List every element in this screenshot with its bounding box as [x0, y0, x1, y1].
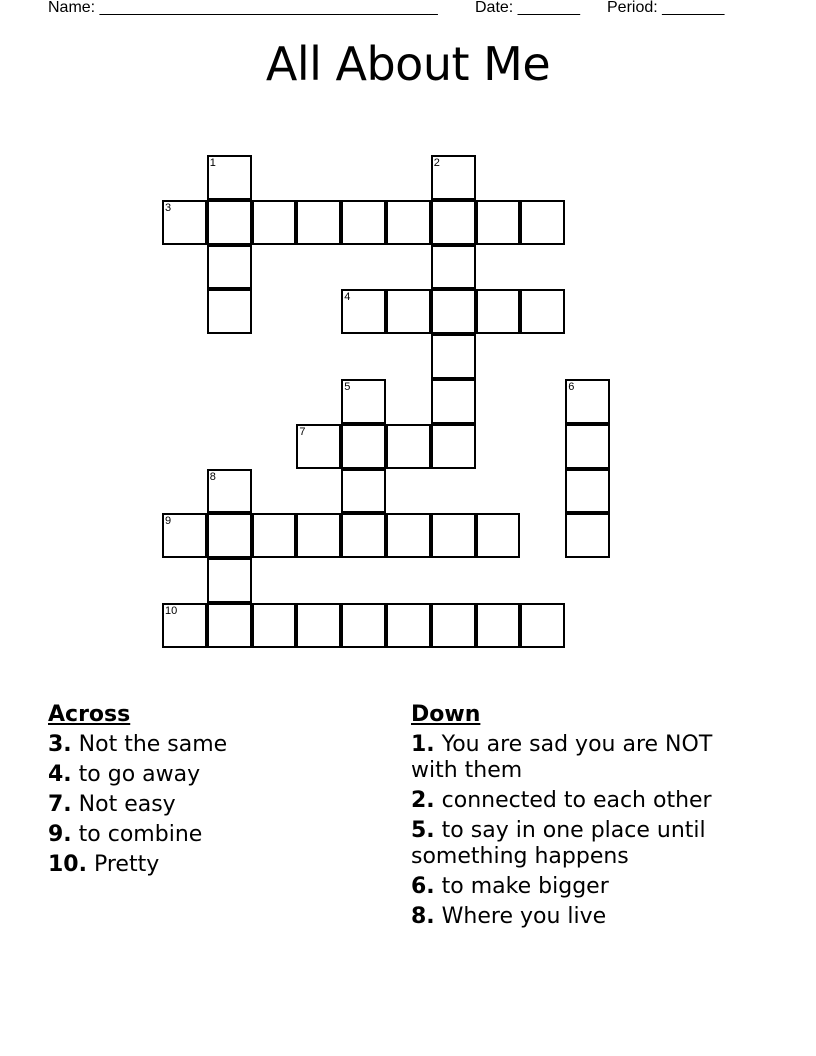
date-field-label: Date: _______	[475, 0, 580, 16]
crossword-cell[interactable]	[341, 603, 386, 648]
crossword-cell[interactable]	[431, 379, 476, 424]
clue-number: 4.	[48, 762, 72, 787]
period-field-label: Period: _______	[607, 0, 725, 16]
crossword-cell[interactable]	[431, 603, 476, 648]
clue-text: to combine	[78, 822, 203, 847]
across-clues	[48, 702, 368, 882]
crossword-cell[interactable]	[520, 289, 565, 334]
cell-number: 9	[165, 515, 172, 528]
crossword-cell[interactable]	[341, 469, 386, 514]
clue-item	[411, 874, 751, 900]
clue-text: to go away	[78, 762, 201, 787]
cell-number: 4	[344, 291, 351, 304]
crossword-cell[interactable]	[296, 513, 341, 558]
clue-item	[48, 762, 368, 788]
crossword-cell[interactable]	[565, 424, 610, 469]
crossword-cell[interactable]	[431, 155, 476, 200]
crossword-cell[interactable]	[207, 558, 252, 603]
crossword-cell[interactable]	[296, 603, 341, 648]
crossword-cell[interactable]	[207, 245, 252, 290]
crossword-cell[interactable]	[296, 424, 341, 469]
crossword-cell[interactable]	[565, 513, 610, 558]
crossword-cell[interactable]	[207, 469, 252, 514]
clue-text: You are sad you are NOT with them	[411, 732, 713, 783]
crossword-cell[interactable]	[565, 469, 610, 514]
cell-number: 3	[165, 201, 172, 214]
clue-text: to make bigger	[441, 874, 609, 899]
crossword-cell[interactable]	[207, 289, 252, 334]
crossword-cell[interactable]	[386, 603, 431, 648]
crossword-cell[interactable]	[386, 513, 431, 558]
crossword-cell[interactable]	[476, 513, 521, 558]
crossword-cell[interactable]	[341, 200, 386, 245]
clue-number: 2.	[411, 788, 435, 813]
cell-number: 10	[165, 605, 178, 617]
crossword-cell[interactable]	[476, 289, 521, 334]
clue-item	[411, 818, 751, 870]
crossword-cell[interactable]	[431, 513, 476, 558]
crossword-cell[interactable]	[520, 200, 565, 245]
cell-number: 8	[209, 470, 216, 483]
clue-item	[411, 732, 751, 784]
clue-item	[48, 852, 368, 878]
clue-text: to say in one place until something happens	[411, 818, 706, 869]
crossword-cell[interactable]	[431, 334, 476, 379]
crossword-cell[interactable]	[207, 155, 252, 200]
clue-number: 6.	[411, 874, 435, 899]
crossword-cell[interactable]	[431, 200, 476, 245]
crossword-cell[interactable]	[252, 513, 297, 558]
crossword-cell[interactable]	[565, 379, 610, 424]
crossword-cell[interactable]	[431, 245, 476, 290]
cell-number: 6	[568, 381, 575, 393]
cell-number: 7	[299, 425, 306, 438]
crossword-cell[interactable]	[341, 379, 386, 424]
crossword-cell[interactable]	[162, 200, 207, 245]
cell-number: 2	[433, 157, 440, 169]
crossword-cell[interactable]	[162, 513, 207, 558]
crossword-cell[interactable]	[476, 200, 521, 245]
crossword-cell[interactable]	[386, 424, 431, 469]
crossword-cell[interactable]	[252, 603, 297, 648]
crossword-cell[interactable]	[386, 200, 431, 245]
crossword-cell[interactable]	[207, 513, 252, 558]
clue-number: 10.	[48, 852, 87, 877]
clue-text: Pretty	[93, 852, 160, 877]
crossword-cell[interactable]	[431, 424, 476, 469]
clue-text: Where you live	[441, 904, 607, 929]
crossword-cell[interactable]	[162, 603, 207, 648]
crossword-cell[interactable]	[476, 603, 521, 648]
down-heading: Down	[411, 702, 481, 727]
cell-number: 5	[344, 381, 351, 393]
clue-text: Not easy	[78, 792, 176, 817]
crossword-cell[interactable]	[252, 200, 297, 245]
clue-item	[411, 788, 751, 814]
crossword-cell[interactable]	[207, 603, 252, 648]
crossword-cell[interactable]	[431, 289, 476, 334]
crossword-cell[interactable]	[520, 603, 565, 648]
clue-item	[411, 904, 751, 930]
clue-number: 1.	[411, 732, 435, 757]
page-title: All About Me	[265, 37, 551, 91]
cell-number: 1	[209, 157, 216, 169]
crossword-cell[interactable]	[341, 424, 386, 469]
crossword-cell[interactable]	[296, 200, 341, 245]
crossword-cell[interactable]	[386, 289, 431, 334]
clue-item	[48, 792, 368, 818]
across-heading: Across	[48, 702, 131, 727]
crossword-cell[interactable]	[341, 513, 386, 558]
clue-item	[48, 822, 368, 848]
clue-number: 7.	[48, 792, 72, 817]
clue-number: 8.	[411, 904, 435, 929]
clue-item	[48, 732, 368, 758]
clue-number: 5.	[411, 818, 435, 843]
clue-text: Not the same	[78, 732, 228, 757]
crossword-cell[interactable]	[341, 289, 386, 334]
name-field-label: Name: ______________________________________	[48, 0, 438, 16]
crossword-cell[interactable]	[207, 200, 252, 245]
down-clues	[411, 702, 751, 934]
clue-text: connected to each other	[441, 788, 712, 813]
clue-number: 9.	[48, 822, 72, 847]
clue-number: 3.	[48, 732, 72, 757]
